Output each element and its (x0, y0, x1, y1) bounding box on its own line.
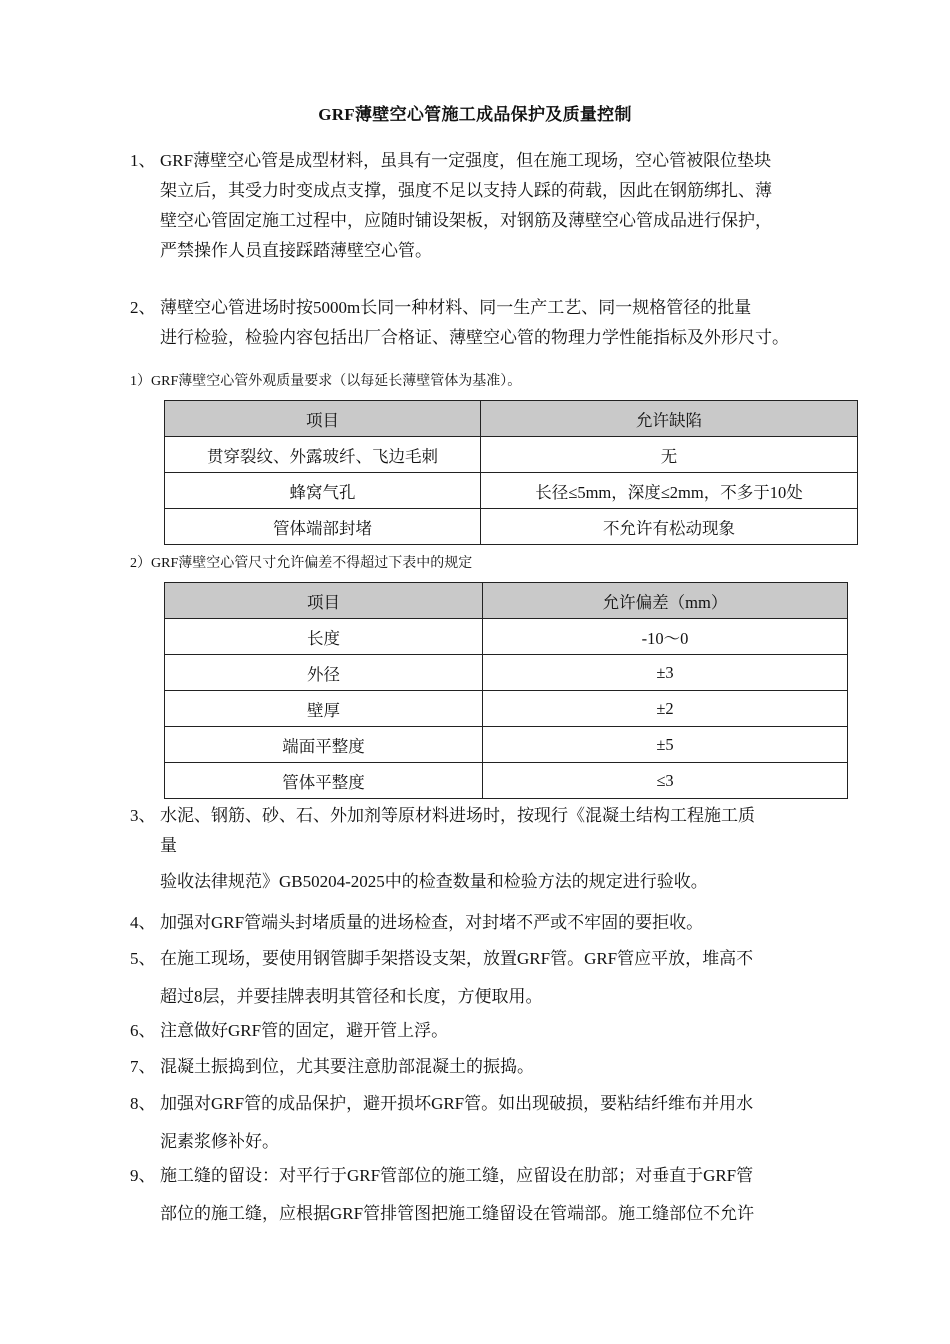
list-item (130, 1161, 855, 1229)
table-header: 允许缺陷 (481, 401, 858, 437)
table-cell: ±5 (483, 727, 848, 763)
table-cell: -10～0 (483, 619, 848, 655)
table-cell: 管体端部封堵 (165, 509, 481, 545)
item-number: 2、 (130, 298, 156, 317)
item-line: 壁空心管固定施工过程中，应随时铺设架板，对钢筋及薄壁空心管成品进行保护， (160, 211, 772, 230)
table-cell: 端面平整度 (165, 727, 483, 763)
table-cell: 管体平整度 (165, 763, 483, 799)
item-line: 部位的施工缝，应根据GRF管排管图把施工缝留设在管端部。施工缝部位不允许 (160, 1204, 755, 1223)
table-row (165, 763, 848, 799)
table-row (165, 619, 848, 655)
table-row (165, 691, 848, 727)
item-line: 超过8层，并要挂牌表明其管径和长度，方便取用。 (160, 987, 543, 1006)
item-number: 4、 (130, 913, 156, 932)
list-item (130, 293, 855, 353)
list-item (130, 1016, 855, 1046)
item-line: 施工缝的留设：对平行于GRF管部位的施工缝，应留设在肋部；对垂直于GRF管 (160, 1166, 754, 1185)
table-cell: 无 (481, 437, 858, 473)
table-caption: 2）GRF薄壁空心管尺寸允许偏差不得超过下表中的规定 (130, 556, 473, 571)
table-cell: ±3 (483, 655, 848, 691)
item-line: 进行检验，检验内容包括出厂合格证、薄壁空心管的物理力学性能指标及外形尺寸。 (160, 328, 789, 347)
table-cell: 长径≤5mm，深度≤2mm，不多于10处 (481, 473, 858, 509)
table-cell: ≤3 (483, 763, 848, 799)
table-row (165, 437, 858, 473)
item-line: 量 (160, 836, 177, 855)
item-line: 在施工现场，要使用钢管脚手架搭设支架，放置GRF管。GRF管应平放，堆高不 (160, 949, 754, 968)
item-line: 泥素浆修补好。 (160, 1132, 279, 1151)
item-line: 注意做好GRF管的固定，避开管上浮。 (160, 1021, 449, 1040)
table-cell: ±2 (483, 691, 848, 727)
item-number: 1、 (130, 151, 156, 170)
item-line: 薄壁空心管进场时按5000m长同一种材料、同一生产工艺、同一规格管径的批量 (160, 298, 752, 317)
appearance-quality-table (164, 400, 858, 545)
table-row (165, 473, 858, 509)
item-line: 加强对GRF管端头封堵质量的进场检查，对封堵不严或不牢固的要拒收。 (160, 913, 704, 932)
item-line: GRF薄壁空心管是成型材料，虽具有一定强度，但在施工现场，空心管被限位垫块 (160, 151, 772, 170)
list-item (130, 1052, 855, 1082)
table-cell: 外径 (165, 655, 483, 691)
dimension-tolerance-table (164, 582, 848, 799)
table-header: 项目 (165, 583, 483, 619)
item-number: 8、 (130, 1094, 156, 1113)
table-cell: 蜂窝气孔 (165, 473, 481, 509)
item-line: 加强对GRF管的成品保护，避开损坏GRF管。如出现破损，要粘结纤维布并用水 (160, 1094, 754, 1113)
table-row (165, 655, 848, 691)
document-title: GRF薄壁空心管施工成品保护及质量控制 (318, 105, 632, 124)
item-number: 9、 (130, 1166, 156, 1185)
table-header: 允许偏差（mm） (483, 583, 848, 619)
item-line: 严禁操作人员直接踩踏薄壁空心管。 (160, 241, 432, 260)
table-row (165, 509, 858, 545)
item-line: 混凝土振捣到位，尤其要注意肋部混凝土的振捣。 (160, 1057, 534, 1076)
table-cell: 长度 (165, 619, 483, 655)
item-number: 5、 (130, 949, 156, 968)
item-line: 验收法律规范》GB50204-2025中的检查数量和检验方法的规定进行验收。 (160, 872, 708, 891)
table-cell: 壁厚 (165, 691, 483, 727)
list-item (130, 908, 855, 938)
item-line: 水泥、钢筋、砂、石、外加剂等原材料进场时，按现行《混凝土结构工程施工质 (160, 806, 755, 825)
item-number: 7、 (130, 1057, 156, 1076)
item-number: 3、 (130, 806, 156, 825)
table-row (165, 727, 848, 763)
list-item (130, 1089, 855, 1157)
list-item (130, 801, 855, 897)
list-item (130, 146, 855, 266)
table-cell: 贯穿裂纹、外露玻纤、飞边毛刺 (165, 437, 481, 473)
table-header: 项目 (165, 401, 481, 437)
item-line: 架立后，其受力时变成点支撑，强度不足以支持人踩的荷载，因此在钢筋绑扎、薄 (160, 181, 772, 200)
table-cell: 不允许有松动现象 (481, 509, 858, 545)
table-caption: 1）GRF薄壁空心管外观质量要求（以每延长薄壁管体为基准）。 (130, 374, 522, 389)
list-item (130, 944, 855, 1012)
item-number: 6、 (130, 1021, 156, 1040)
